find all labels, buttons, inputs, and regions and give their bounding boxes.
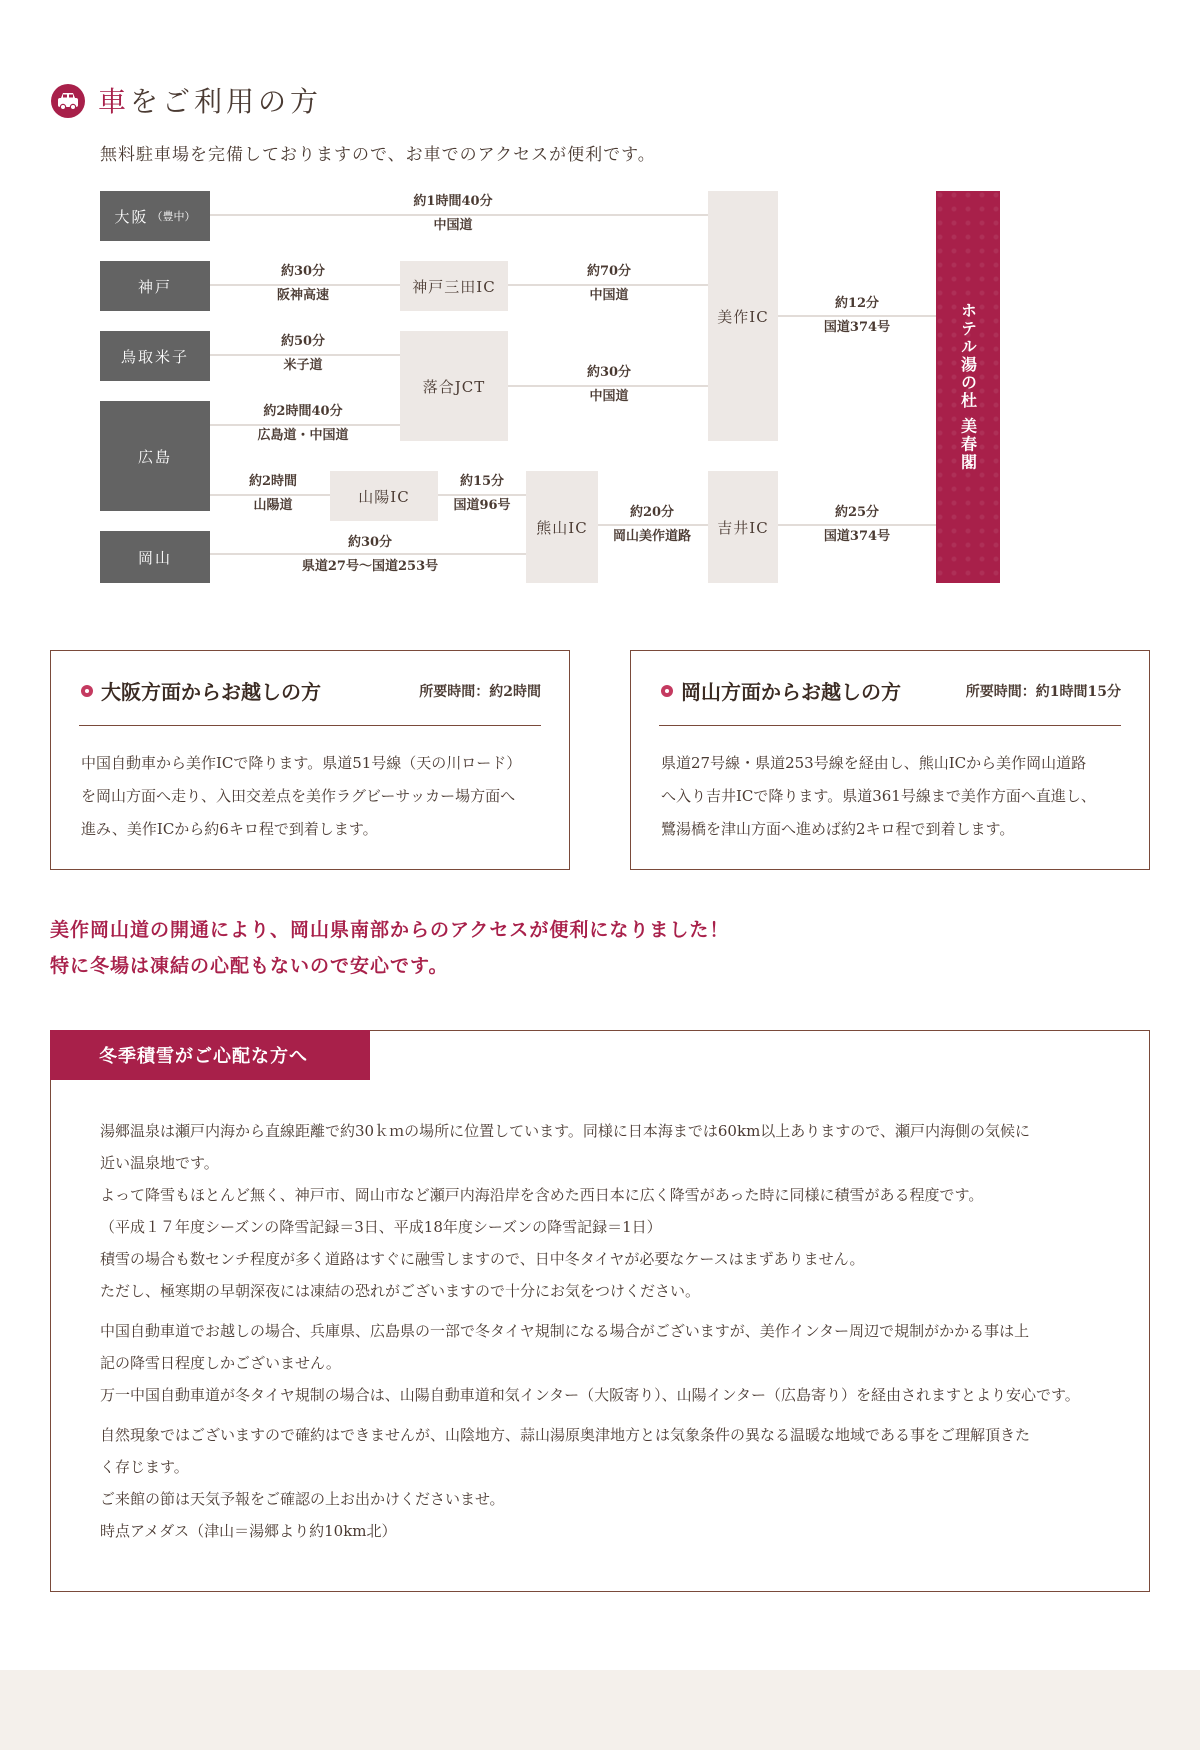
page-subtitle: 無料駐車場を完備しておりますので、お車でのアクセスが便利です。 (100, 145, 656, 165)
route-label-ochiai: 約30分 中国道 (586, 365, 632, 404)
route-label-sanyo-ic: 約15分 国道96号 (453, 474, 511, 513)
access-note-line: 美作岡山道の開通により、岡山県南部からのアクセスが便利になりました！ (50, 919, 730, 941)
node-ochiai-jct: 落合JCT (400, 331, 508, 441)
route-label-kobe: 約30分 阪神高速 (276, 264, 330, 303)
route-label-osaka: 約1時間40分 中国道 (413, 194, 493, 233)
access-note-line: 特に冬場は凍結の心配もないので安心です。 (50, 955, 449, 977)
osaka-box-title: 大阪方面からお越しの方 (101, 680, 321, 704)
okayama-box-time: 所要時間：約1時間15分 (965, 684, 1121, 700)
osaka-route-box (50, 650, 570, 870)
city-yonago: 鳥取米子 (100, 331, 210, 381)
okayama-box-text: 県道27号線・県道253号線を経由し、熊山ICから美作岡山道路 へ入り吉井ICで降ります。県道361号線まで美作方面へ直進し、 鷺湯橋を津山方面へ進めば約2キロ程で到着します。 (661, 754, 1096, 838)
winter-paragraph: 中国自動車道でお越しの場合、兵庫県、広島県の一部で冬タイヤ規制になる場合がございますが、美作インター周辺で規制がかかる事は上 記の降雪日程度しかございません。 万一中国自動車道が冬タイヤ規制の場合は、山陽自動車道和気インター（大阪寄り）、山陽インター（広島寄り）を経由されますとより安心です。 (100, 1322, 1080, 1404)
flower-icon (81, 685, 93, 697)
city-kobe: 神戸 (100, 261, 210, 311)
divider (79, 725, 541, 726)
winter-info-box (50, 1030, 1150, 1592)
node-kobe-sanda-ic: 神戸三田IC (400, 261, 508, 311)
winter-paragraph: 自然現象ではございますので確約はできませんが、山陰地方、蒜山湯原奥津地方とは気象条件の異なる温暖な地域である事をご理解頂きた く存じます。 ご来館の節は天気予報をご確認の上お出かけくださいませ。 時点アメダス（津山＝湯郷より約10km北） (100, 1426, 1031, 1540)
page-title: 車をご利用の方 (98, 85, 323, 118)
city-osaka: 大阪 （豊中） (100, 191, 210, 241)
okayama-route-box (630, 650, 1150, 870)
osaka-box-text: 中国自動車から美作ICで降ります。県道51号線（天の川ロード） を岡山方面へ走り、入田交差点を美作ラグビーサッカー場方面へ 進み、美作ICから約6キロ程で到着します。 (81, 754, 522, 838)
node-mimasaka-ic: 美作IC (708, 191, 778, 441)
city-okayama: 岡山 (100, 531, 210, 583)
okayama-box-title: 岡山方面からお越しの方 (681, 680, 901, 704)
osaka-box-time: 所要時間：約2時間 (419, 684, 541, 700)
winter-tab-heading: 冬季積雪がご心配な方へ (50, 1030, 370, 1080)
route-label-mimasaka: 約12分 国道374号 (823, 296, 891, 335)
route-label-okayama: 約30分 県道27号〜国道253号 (301, 535, 439, 574)
flower-icon (661, 685, 673, 697)
city-hiroshima: 広島 (100, 401, 210, 511)
access-note (50, 912, 729, 984)
route-label-yoshii: 約25分 国道374号 (823, 505, 891, 544)
route-label-kumayama: 約20分 岡山美作道路 (612, 505, 692, 544)
route-label-hiroshima: 約2時間40分 広島道・中国道 (257, 404, 349, 443)
car-icon (51, 84, 85, 118)
winter-body (100, 1115, 1109, 1555)
route-label-hiroshima-sanyo: 約2時間 山陽道 (248, 474, 298, 513)
node-sanyo-ic: 山陽IC (330, 471, 438, 521)
footer-band (0, 1670, 1200, 1750)
route-label-yonago: 約50分 米子道 (280, 334, 326, 373)
node-kumayama-ic: 熊山IC (526, 471, 598, 583)
route-label-kobe-sanda: 約70分 中国道 (586, 264, 632, 303)
winter-paragraph: 湯郷温泉は瀬戸内海から直線距離で約30ｋｍの場所に位置しています。同様に日本海までは60km以上ありますので、瀬戸内海側の気候に 近い温泉地です。 よって降雪もほとんど無く、神戸市、岡山市など瀬戸内海沿岸を含めた西日本に広く降雪があった時に同様に積雪がある程度です。 （平成１７年度シーズンの降雪記録＝3日、平成18年度シーズンの降雪記録＝1日） 積雪の場合も数センチ程度が多く道路はすぐに融雪しますので、日中冬タイヤが必要なケースはまずありません。 ただし、極寒期の早朝深夜には凍結の恐れがございますので十分にお気をつけください。 (100, 1122, 1030, 1300)
divider (659, 725, 1121, 726)
hotel-destination: ホテル湯の杜 美春閣 (936, 191, 1000, 583)
node-yoshii-ic: 吉井IC (708, 471, 778, 583)
